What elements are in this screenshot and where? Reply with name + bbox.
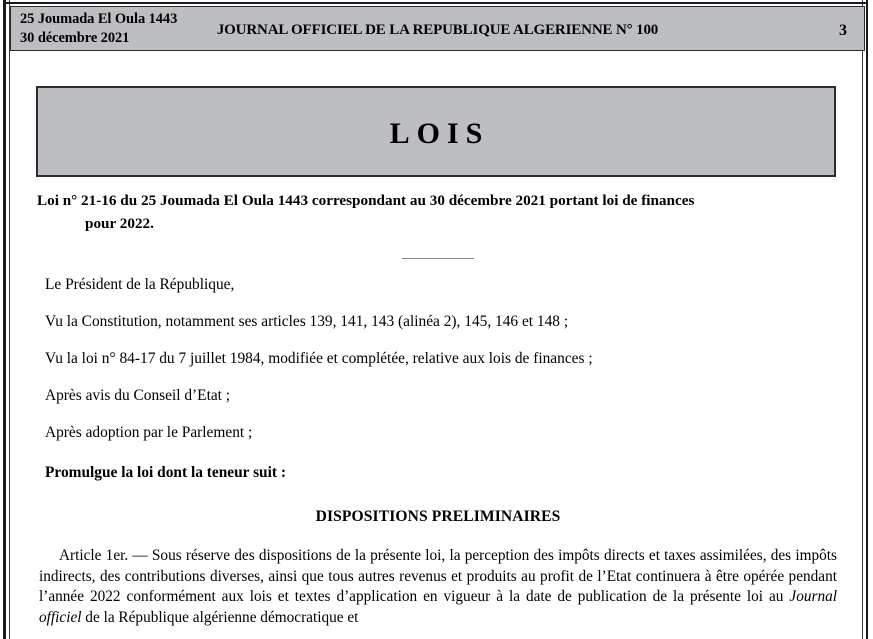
law-title-line-2: pour 2022. xyxy=(85,215,154,232)
page-border-right xyxy=(866,0,868,639)
section-divider-wrap xyxy=(11,249,865,261)
preamble-clause-president: Le Président de la République, xyxy=(45,276,235,293)
section-heading-dispositions-preliminaires: DISPOSITIONS PRELIMINAIRES xyxy=(315,508,561,525)
document-body xyxy=(11,189,865,628)
law-title-line-1: Loi n° 21-16 du 25 Joumada El Oula 1443 correspondant au 30 décembre 2021 portant loi de finances xyxy=(37,192,695,209)
page-border-left xyxy=(3,0,6,639)
article-1-text-part-1: Article 1er. — Sous réserve des dispositions de la présente loi, la perception des impôts directs et taxes assimilées, des impôts indirects, des contributions diverses, ainsi que tous autres revenus et produits au profit de l’Etat continuera à être opérée pendant l’année 2022 conformément aux lois et textes d’application en vigueur à la date de publication de la présente loi au xyxy=(39,547,837,606)
preamble-clause-loi-84-17: Vu la loi n° 84-17 du 7 juillet 1984, modifiée et complétée, relative aux lois de finances ; xyxy=(45,350,593,367)
header-title: JOURNAL OFFICIEL DE LA REPUBLIQUE ALGERIENNE N° 100 xyxy=(216,22,659,38)
preamble-clause-parlement: Après adoption par le Parlement ; xyxy=(45,424,253,441)
article-1-paragraph xyxy=(39,546,837,628)
preamble-clause-conseil-etat: Après avis du Conseil d’Etat ; xyxy=(45,387,231,404)
lois-banner xyxy=(36,86,836,177)
page-border-top xyxy=(3,2,868,4)
article-1-text-part-2: de la République algérienne démocratique et xyxy=(81,608,359,626)
page-number: 3 xyxy=(839,22,847,39)
preamble-clause-constitution: Vu la Constitution, notamment ses articles 139, 141, 143 (alinéa 2), 145, 146 et 148 ; xyxy=(45,313,569,330)
journal-officiel-reference: Journal officiel xyxy=(39,588,837,626)
section-divider xyxy=(402,258,474,259)
header-date-gregorian: 30 décembre 2021 xyxy=(20,30,130,46)
page-content xyxy=(11,52,865,639)
page-border-left-inner xyxy=(9,0,10,639)
promulgation-statement: Promulgue la loi dont la teneur suit : xyxy=(45,464,286,481)
law-title xyxy=(37,189,839,235)
lois-banner-label: LOIS xyxy=(389,117,490,150)
page-header-band xyxy=(10,6,865,51)
header-date-hijri: 25 Joumada El Oula 1443 xyxy=(20,11,178,27)
